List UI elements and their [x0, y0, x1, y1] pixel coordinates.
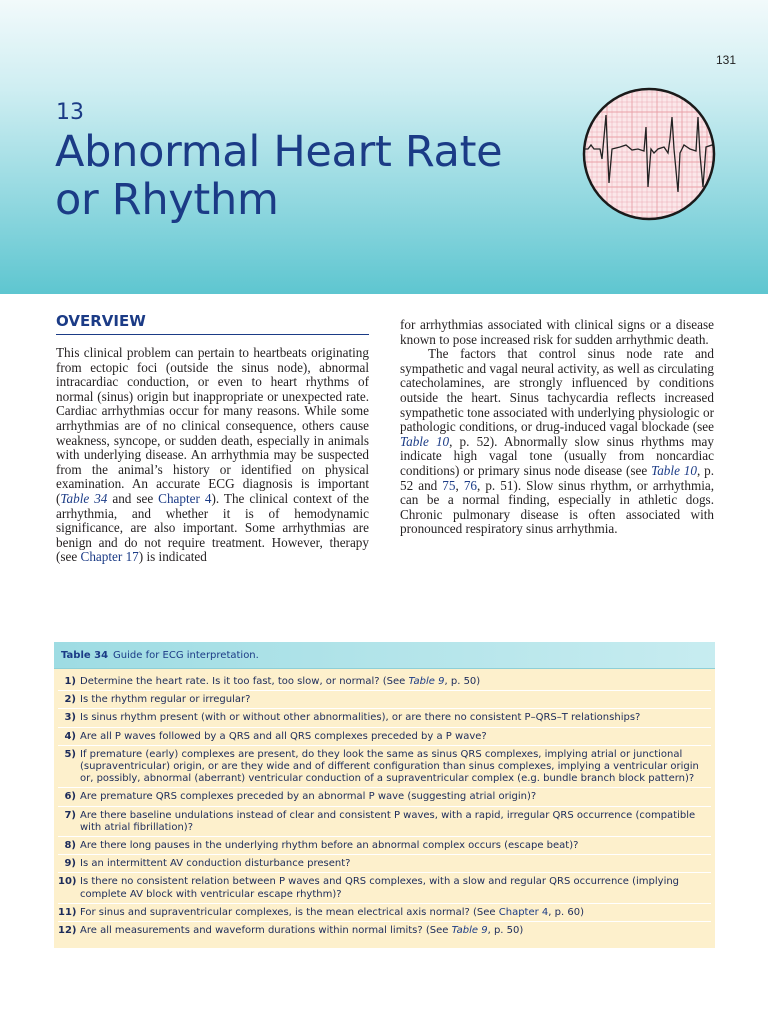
row-number: 3)	[64, 712, 76, 724]
table-row	[58, 673, 711, 691]
text-span: Is sinus rhythm present (with or without other abnormalities), or are there no consistent P–QRS–T relationships?	[80, 712, 641, 724]
row-number: 1)	[64, 676, 76, 687]
figure-76-link[interactable]: 76	[463, 477, 477, 493]
ecg-guide-table	[54, 642, 715, 948]
overview-paragraph-1a	[56, 346, 369, 565]
text-span: Are there baseline undulations instead of clear and consistent P waves, with a rapid, irregular QRS occurrence (compatible with atrial fibrillation)?	[80, 809, 696, 833]
row-number: 4)	[64, 730, 76, 742]
row-text	[80, 876, 711, 900]
text-span: Is there no consistent relation between P waves and QRS complexes, with a slow and regular QRS occurrence (implying complete AV block with ventricular escape rhythm)?	[80, 876, 680, 900]
text-span: Is the rhythm regular or irregular?	[80, 694, 251, 706]
table-caption-text: Guide for ECG interpretation.	[113, 649, 259, 661]
text-span: Determine the heart rate. Is it too fast, too slow, or normal? (See	[80, 676, 409, 687]
overview-paragraph-2	[400, 347, 714, 537]
text-span: , p. 51). Slow sinus rhythm, or arrhythmia, can be a normal finding, especially in athletic dogs. Chronic pulmonary disease is often associated with pronounced respiratory sinus arrhythmia.	[400, 477, 715, 537]
page-number: 131	[715, 53, 736, 67]
text-span: ) is indicated	[138, 549, 207, 565]
table-rows	[54, 669, 715, 939]
row-text	[80, 840, 711, 852]
text-span: For sinus and supraventricular complexes, is the mean electrical axis normal? (See	[80, 906, 499, 918]
chapter-4-link[interactable]: Chapter 4	[498, 906, 549, 918]
chapter-4-link[interactable]: Chapter 4	[158, 490, 212, 506]
row-text	[80, 810, 711, 834]
row-number: 8)	[64, 840, 76, 852]
chapter-number: 13	[56, 100, 84, 125]
figure-75-link[interactable]: 75	[442, 477, 456, 493]
row-number: 10)	[58, 876, 77, 888]
row-text	[80, 907, 711, 919]
text-span: , p. 52 and	[400, 462, 715, 493]
row-text	[80, 712, 711, 724]
table-row	[58, 788, 711, 806]
text-span: , p. 50)	[487, 925, 524, 937]
row-text	[80, 858, 711, 870]
table-34-link[interactable]: Table 34	[60, 490, 108, 506]
row-number: 6)	[64, 791, 76, 803]
table-row	[58, 837, 711, 855]
table-row	[58, 922, 711, 939]
table-row	[58, 691, 711, 709]
row-number: 9)	[64, 858, 76, 870]
table-9-link[interactable]: Table 9	[408, 676, 445, 687]
overview-paragraph-1b	[400, 318, 714, 347]
row-number: 11)	[58, 906, 77, 918]
table-label: Table 34	[61, 649, 109, 661]
overview-heading: OVERVIEW	[56, 312, 369, 335]
table-row	[58, 855, 711, 873]
row-text	[80, 694, 711, 706]
table-10-link[interactable]: Table 10	[400, 433, 450, 449]
row-text	[80, 731, 711, 743]
text-span: Are there long pauses in the underlying rhythm before an abnormal complex occurs (escape beat)?	[80, 840, 579, 852]
text-span: If premature (early) complexes are present, do they look the same as sinus QRS complexes, implying atrial or junctional (supraventricular) origin, or are they wide and of different configuration than sinus complexes, implying a ventricular origin or, possibly, abnormal (aberrant) ventricular conduction of a supraventricular complex (e.g. bundle branch block pattern)?	[80, 748, 699, 785]
text-span: and see	[107, 490, 159, 506]
text-span: , p. 50)	[444, 676, 481, 687]
text-span: This clinical problem can pertain to heartbeats originating from ectopic foci (outside the sinus node), abnormal intracardiac conduction, or even to heart rhythms of normal (sinus) origin but inappropriate or unexpected rate. Cardiac arrhythmias occur for many reasons. While some arrhythmias are of no clinical consequence, others cause weakness, syncope, or sudden death, especially in animals with underlying disease. An arrhythmia may be suspected from the animal’s history or identified on physical examination. An accurate ECG diagnosis is important (	[56, 345, 369, 506]
row-text	[80, 749, 711, 786]
text-span: The factors that control sinus node rate and sympathetic and vagal neural activity, as well as circulating catecholamines, are strongly influenced by conditions outside the heart. Sinus tachycardia reflects increased sympathetic tone associated with underlying physiologic or pathologic conditions, or drug-induced vagal blockade (see	[400, 346, 714, 435]
chapter-title: Abnormal Heart Rate or Rhythm	[55, 127, 503, 225]
ecg-strip-image	[582, 87, 716, 221]
table-row	[58, 807, 711, 837]
chapter-header	[0, 0, 768, 294]
text-span: Are premature QRS complexes preceded by an abnormal P wave (suggesting atrial origin)?	[80, 791, 537, 803]
table-row	[58, 709, 711, 727]
table-row	[58, 728, 711, 746]
text-span: , p. 52). Abnormally slow sinus rhythms may indicate high vagal tone (usually from noncardiac conditions) or primary sinus node disease (see	[400, 433, 714, 478]
row-text	[80, 791, 711, 803]
row-number: 12)	[58, 925, 77, 937]
row-number: 2)	[64, 694, 76, 706]
table-row	[58, 904, 711, 922]
table-row	[58, 746, 711, 789]
text-span: for arrhythmias associated with clinical signs or a disease known to pose increased risk for sudden arrhythmic death.	[400, 317, 714, 347]
text-span: ). The clinical context of the arrhythmia, and whether it is of hemodynamic significance, are also important. Some arrhythmias are benign and do not require treatment. However, therapy (see	[56, 490, 369, 565]
table-row	[58, 873, 711, 903]
table-9-link[interactable]: Table 9	[451, 925, 488, 937]
body-column-right	[400, 318, 714, 537]
body-column-left	[56, 346, 369, 565]
text-span: Are all measurements and waveform durations within normal limits? (See	[80, 925, 452, 937]
text-span: Are all P waves followed by a QRS and all QRS complexes preceded by a P wave?	[80, 730, 487, 742]
chapter-17-link[interactable]: Chapter 17	[80, 549, 139, 565]
row-text	[80, 676, 711, 688]
text-span: , p. 60)	[548, 906, 584, 918]
table-caption	[54, 642, 715, 669]
row-number: 7)	[64, 809, 76, 821]
row-text	[80, 925, 711, 937]
text-span: Is an intermittent AV conduction disturbance present?	[80, 858, 351, 870]
table-10-link[interactable]: Table 10	[651, 462, 697, 478]
row-number: 5)	[64, 748, 76, 760]
text-span: ,	[455, 477, 464, 493]
